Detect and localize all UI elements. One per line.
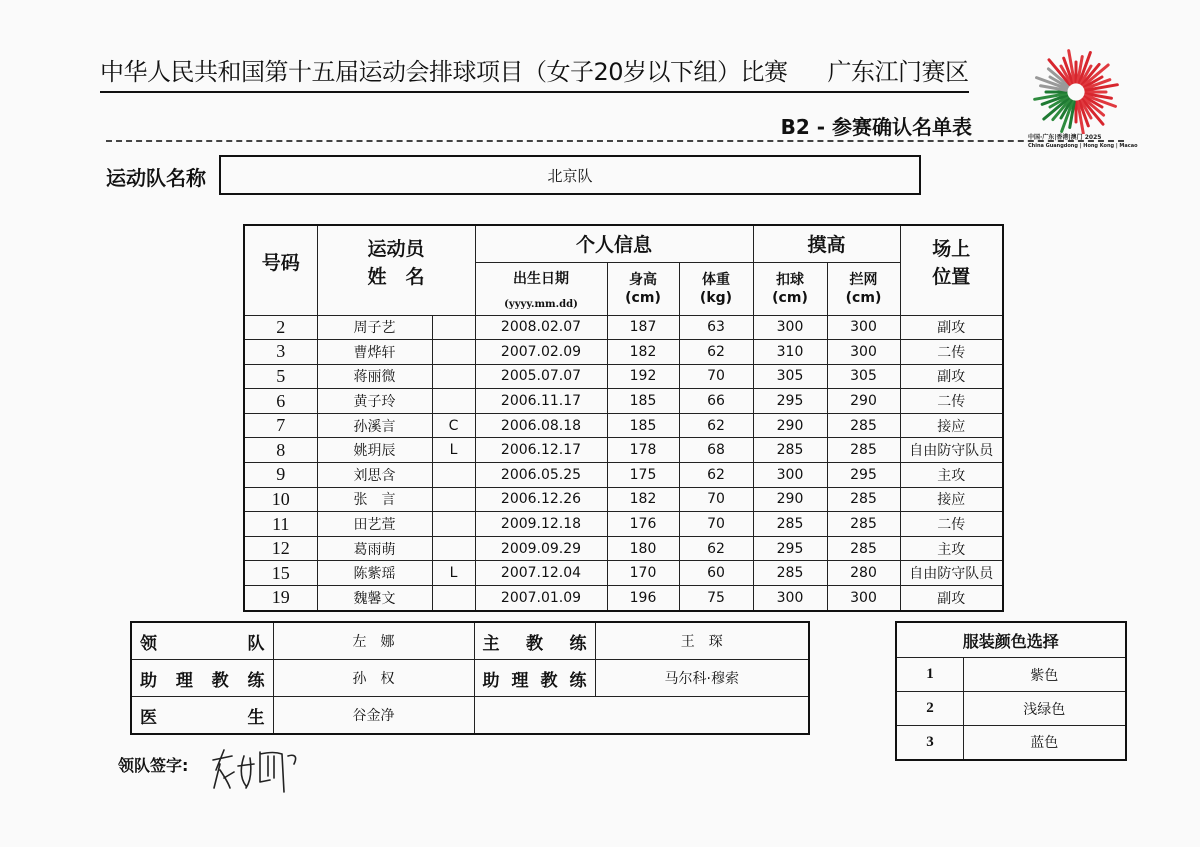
height-cell: 196	[607, 586, 679, 611]
name-cell: 刘思含	[317, 463, 432, 488]
birthdate-cell: 2009.12.18	[475, 512, 607, 537]
role-cell	[432, 315, 475, 340]
role-cell: C	[432, 413, 475, 438]
doctor-label	[131, 697, 273, 735]
uniform-color-index: 1	[896, 658, 964, 692]
label-char: 练	[569, 633, 587, 654]
number-cell: 6	[244, 389, 317, 414]
doctor-name: 谷金净	[273, 697, 474, 735]
name-cell: 田艺萱	[317, 512, 432, 537]
uniform-color-option	[896, 692, 1126, 726]
logo-caption-line2: China Guangdong | Hong Kong | Macao	[1028, 143, 1138, 149]
spike-cell: 285	[753, 561, 827, 586]
block-cell: 285	[827, 438, 900, 463]
header-personal-info: 个人信息	[475, 225, 753, 262]
position-cell: 主攻	[900, 463, 1003, 488]
birthdate-cell: 2007.02.09	[475, 340, 607, 365]
uniform-color-options	[896, 658, 1126, 760]
header-height-unit: (cm)	[625, 289, 661, 306]
roster-row	[244, 340, 1003, 365]
label-char: 教	[540, 670, 558, 691]
header-block-label: 拦网	[849, 271, 878, 288]
role-cell: L	[432, 438, 475, 463]
block-cell: 295	[827, 463, 900, 488]
roster-row	[244, 413, 1003, 438]
label-char: 练	[569, 670, 587, 691]
label-char: 练	[247, 670, 265, 691]
position-cell: 副攻	[900, 315, 1003, 340]
staff-table	[130, 621, 810, 735]
event-title: 中华人民共和国第十五届运动会排球项目（女子20岁以下组）比赛	[100, 58, 788, 86]
weight-cell: 70	[679, 512, 753, 537]
label-char: 教	[526, 633, 543, 654]
header-weight	[679, 262, 753, 315]
birthdate-cell: 2007.01.09	[475, 586, 607, 611]
header-birthdate-format: (yyyy.mm.dd)	[504, 298, 578, 310]
role-cell	[432, 487, 475, 512]
height-cell: 187	[607, 315, 679, 340]
name-cell: 姚玥辰	[317, 438, 432, 463]
weight-cell: 62	[679, 413, 753, 438]
uniform-color-name: 紫色	[964, 658, 1126, 692]
spike-cell: 285	[753, 512, 827, 537]
team-label: 运动队名称	[106, 166, 206, 190]
height-cell: 185	[607, 389, 679, 414]
weight-cell: 60	[679, 561, 753, 586]
spike-cell: 300	[753, 586, 827, 611]
role-cell	[432, 389, 475, 414]
number-cell: 15	[244, 561, 317, 586]
label-char: 队	[247, 633, 265, 654]
logo-caption-line1: 中国·广东|香港|澳门 2025	[1028, 134, 1102, 141]
number-cell: 5	[244, 364, 317, 389]
logo-caption	[1028, 134, 1138, 150]
number-cell: 19	[244, 586, 317, 611]
height-cell: 176	[607, 512, 679, 537]
roster-table	[243, 224, 1004, 612]
assistant-coach-label	[131, 660, 273, 697]
spike-cell: 305	[753, 364, 827, 389]
spike-cell: 300	[753, 315, 827, 340]
position-cell: 接应	[900, 413, 1003, 438]
header-weight-label: 体重	[702, 271, 730, 288]
block-cell: 290	[827, 389, 900, 414]
number-cell: 12	[244, 536, 317, 561]
label-char: 理	[175, 670, 193, 691]
label-char: 教	[211, 670, 229, 691]
role-cell	[432, 364, 475, 389]
position-cell: 二传	[900, 340, 1003, 365]
roster-row	[244, 561, 1003, 586]
header-number: 号码	[244, 225, 317, 315]
name-cell: 周子艺	[317, 315, 432, 340]
header-position-line1: 场上	[932, 238, 971, 261]
leader-label	[131, 622, 273, 660]
block-cell: 300	[827, 586, 900, 611]
spike-cell: 300	[753, 463, 827, 488]
uniform-color-name: 浅绿色	[964, 692, 1126, 726]
block-cell: 285	[827, 413, 900, 438]
number-cell: 7	[244, 413, 317, 438]
header-spike	[753, 262, 827, 315]
roster-row	[244, 438, 1003, 463]
leader-signature	[210, 742, 302, 794]
signature-label: 领队签字:	[118, 756, 189, 775]
header-birthdate	[475, 262, 607, 315]
spike-cell: 295	[753, 389, 827, 414]
empty-cell	[474, 697, 809, 735]
header-birthdate-label: 出生日期	[513, 270, 569, 287]
uniform-color-table	[895, 621, 1127, 761]
label-char: 主	[482, 633, 500, 654]
position-cell: 自由防守队员	[900, 561, 1003, 586]
spike-cell: 310	[753, 340, 827, 365]
number-cell: 8	[244, 438, 317, 463]
header-position	[900, 225, 1003, 315]
label-char: 生	[247, 707, 265, 728]
block-cell: 300	[827, 340, 900, 365]
header-spike-label: 扣球	[776, 271, 804, 288]
roster-row	[244, 487, 1003, 512]
head-coach-label	[474, 622, 595, 660]
birthdate-cell: 2006.12.17	[475, 438, 607, 463]
role-cell: L	[432, 561, 475, 586]
label-char: 助	[140, 670, 157, 691]
height-cell: 182	[607, 487, 679, 512]
name-cell: 张 言	[317, 487, 432, 512]
number-cell: 2	[244, 315, 317, 340]
roster-row	[244, 536, 1003, 561]
name-cell: 孙溪言	[317, 413, 432, 438]
assistant-coach-name: 孙 权	[273, 660, 474, 697]
height-cell: 180	[607, 536, 679, 561]
spike-cell: 285	[753, 438, 827, 463]
label-char: 医	[140, 707, 157, 728]
number-cell: 10	[244, 487, 317, 512]
name-cell: 黄子玲	[317, 389, 432, 414]
uniform-color-title: 服装颜色选择	[896, 622, 1126, 658]
birthdate-cell: 2008.02.07	[475, 315, 607, 340]
position-cell: 主攻	[900, 536, 1003, 561]
header-athlete-line1: 运动员	[367, 238, 425, 261]
roster-row	[244, 463, 1003, 488]
height-cell: 175	[607, 463, 679, 488]
label-char: 助	[482, 670, 500, 691]
uniform-color-index: 3	[896, 726, 964, 760]
weight-cell: 62	[679, 536, 753, 561]
number-cell: 3	[244, 340, 317, 365]
uniform-color-option	[896, 726, 1126, 760]
height-cell: 170	[607, 561, 679, 586]
team-name-field	[219, 155, 921, 195]
header-weight-unit: (kg)	[699, 289, 733, 306]
birthdate-cell: 2006.12.26	[475, 487, 607, 512]
label-char: 领	[140, 633, 157, 654]
role-cell	[432, 536, 475, 561]
zone-title: 广东江门赛区	[827, 58, 969, 86]
role-cell	[432, 586, 475, 611]
weight-cell: 70	[679, 364, 753, 389]
position-cell: 接应	[900, 487, 1003, 512]
header-position-line2: 位置	[932, 266, 971, 289]
roster-body	[244, 315, 1003, 611]
birthdate-cell: 2006.08.18	[475, 413, 607, 438]
assistant-coach-2-name: 马尔科·穆索	[595, 660, 809, 697]
spike-cell: 290	[753, 487, 827, 512]
weight-cell: 66	[679, 389, 753, 414]
birthdate-cell: 2005.07.07	[475, 364, 607, 389]
position-cell: 二传	[900, 389, 1003, 414]
name-cell: 魏馨文	[317, 586, 432, 611]
role-cell	[432, 512, 475, 537]
team-name: 北京队	[547, 166, 593, 185]
name-cell: 蒋丽微	[317, 364, 432, 389]
header-spike-unit: (cm)	[772, 289, 808, 306]
assistant-coach-2-label	[474, 660, 595, 697]
block-cell: 285	[827, 487, 900, 512]
weight-cell: 63	[679, 315, 753, 340]
roster-row	[244, 389, 1003, 414]
block-cell: 300	[827, 315, 900, 340]
roster-row	[244, 315, 1003, 340]
form-code: B2 - 参赛确认名单表	[780, 115, 972, 139]
header-height-label: 身高	[629, 271, 657, 288]
block-cell: 285	[827, 536, 900, 561]
weight-cell: 62	[679, 340, 753, 365]
name-cell: 曹烨轩	[317, 340, 432, 365]
header-athlete-line2: 姓 名	[367, 266, 425, 289]
uniform-color-option	[896, 658, 1126, 692]
label-char: 理	[511, 670, 529, 691]
height-cell: 178	[607, 438, 679, 463]
height-cell: 185	[607, 413, 679, 438]
roster-row	[244, 512, 1003, 537]
uniform-color-name: 蓝色	[964, 726, 1126, 760]
weight-cell: 70	[679, 487, 753, 512]
birthdate-cell: 2006.05.25	[475, 463, 607, 488]
header-reach: 摸高	[753, 225, 900, 262]
birthdate-cell: 2006.11.17	[475, 389, 607, 414]
weight-cell: 62	[679, 463, 753, 488]
weight-cell: 68	[679, 438, 753, 463]
uniform-color-index: 2	[896, 692, 964, 726]
header-height	[607, 262, 679, 315]
position-cell: 二传	[900, 512, 1003, 537]
block-cell: 280	[827, 561, 900, 586]
block-cell: 285	[827, 512, 900, 537]
spike-cell: 290	[753, 413, 827, 438]
divider	[106, 140, 1124, 142]
position-cell: 自由防守队员	[900, 438, 1003, 463]
roster-row	[244, 364, 1003, 389]
document-title	[100, 52, 969, 93]
spike-cell: 295	[753, 536, 827, 561]
birthdate-cell: 2007.12.04	[475, 561, 607, 586]
name-cell: 葛雨萌	[317, 536, 432, 561]
name-cell: 陈紫瑶	[317, 561, 432, 586]
position-cell: 副攻	[900, 586, 1003, 611]
height-cell: 182	[607, 340, 679, 365]
number-cell: 11	[244, 512, 317, 537]
header-block	[827, 262, 900, 315]
position-cell: 副攻	[900, 364, 1003, 389]
height-cell: 192	[607, 364, 679, 389]
leader-name: 左 娜	[273, 622, 474, 660]
role-cell	[432, 463, 475, 488]
header-athlete	[317, 225, 475, 315]
head-coach-name: 王 琛	[595, 622, 809, 660]
roster-row	[244, 586, 1003, 611]
games-logo-icon	[1026, 38, 1126, 134]
header-block-unit: (cm)	[845, 289, 882, 306]
block-cell: 305	[827, 364, 900, 389]
number-cell: 9	[244, 463, 317, 488]
birthdate-cell: 2009.09.29	[475, 536, 607, 561]
role-cell	[432, 340, 475, 365]
weight-cell: 75	[679, 586, 753, 611]
